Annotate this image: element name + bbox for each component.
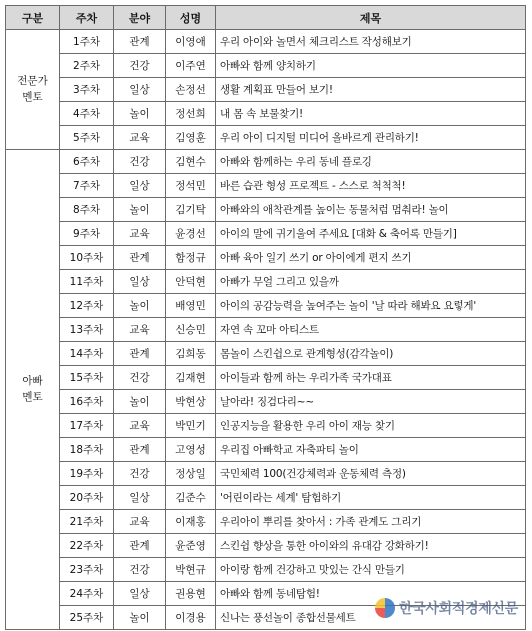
table-row <box>6 150 526 174</box>
field-cell: 놀이 <box>114 606 166 630</box>
name-cell: 김재현 <box>166 366 216 390</box>
field-cell: 일상 <box>114 486 166 510</box>
title-cell: 우리 아이 디지털 미디어 올바르게 관리하기! <box>216 126 526 150</box>
field-cell: 놀이 <box>114 102 166 126</box>
name-cell: 박현상 <box>166 390 216 414</box>
name-cell: 김현수 <box>166 150 216 174</box>
field-cell: 관계 <box>114 342 166 366</box>
title-cell: 내 몸 속 보물찾기! <box>216 102 526 126</box>
table-row <box>6 246 526 270</box>
name-cell: 정상일 <box>166 462 216 486</box>
table-row <box>6 174 526 198</box>
table-row <box>6 78 526 102</box>
name-cell: 김준수 <box>166 486 216 510</box>
week-cell: 17주차 <box>60 414 114 438</box>
week-cell: 11주차 <box>60 270 114 294</box>
title-cell: 아빠가 무얼 그리고 있을까 <box>216 270 526 294</box>
field-cell: 건강 <box>114 366 166 390</box>
table-row <box>6 366 526 390</box>
name-cell: 신승민 <box>166 318 216 342</box>
title-cell: 아빠와의 애착관계를 높이는 동물처럼 멈춰라! 놀이 <box>216 198 526 222</box>
table-row <box>6 102 526 126</box>
field-cell: 일상 <box>114 78 166 102</box>
title-cell: 아빠와 함께 양치하기 <box>216 54 526 78</box>
header-category: 구분 <box>6 6 60 30</box>
name-cell: 김희동 <box>166 342 216 366</box>
name-cell: 손정선 <box>166 78 216 102</box>
week-cell: 3주차 <box>60 78 114 102</box>
field-cell: 건강 <box>114 462 166 486</box>
title-cell: 우리집 아빠학교 자축파티 놀이 <box>216 438 526 462</box>
name-cell: 정선희 <box>166 102 216 126</box>
week-cell: 18주차 <box>60 438 114 462</box>
week-cell: 9주차 <box>60 222 114 246</box>
title-cell: 바른 습관 형성 프로젝트 - 스스로 척척척! <box>216 174 526 198</box>
header-field: 분야 <box>114 6 166 30</box>
title-cell: '어린이라는 세계' 탐험하기 <box>216 486 526 510</box>
field-cell: 일상 <box>114 582 166 606</box>
week-cell: 4주차 <box>60 102 114 126</box>
table-row <box>6 54 526 78</box>
week-cell: 25주차 <box>60 606 114 630</box>
title-cell: 자연 속 꼬마 아티스트 <box>216 318 526 342</box>
week-cell: 21주차 <box>60 510 114 534</box>
week-cell: 10주차 <box>60 246 114 270</box>
title-cell: 우리 아이와 놀면서 체크리스트 작성해보기 <box>216 30 526 54</box>
field-cell: 관계 <box>114 534 166 558</box>
table-body <box>6 30 526 630</box>
field-cell: 교육 <box>114 414 166 438</box>
week-cell: 24주차 <box>60 582 114 606</box>
title-cell: 날아라! 징검다리~~ <box>216 390 526 414</box>
title-cell: 스킨쉽 향상을 통한 아이와의 유대감 강화하기! <box>216 534 526 558</box>
week-cell: 22주차 <box>60 534 114 558</box>
table-row <box>6 510 526 534</box>
name-cell: 함정규 <box>166 246 216 270</box>
table-row <box>6 390 526 414</box>
name-cell: 권용현 <box>166 582 216 606</box>
name-cell: 박현규 <box>166 558 216 582</box>
table-row <box>6 30 526 54</box>
name-cell: 이주연 <box>166 54 216 78</box>
week-cell: 14주차 <box>60 342 114 366</box>
title-cell: 아이의 말에 귀기울여 주세요 [대화 & 축어록 만들기] <box>216 222 526 246</box>
week-cell: 2주차 <box>60 54 114 78</box>
table-row <box>6 198 526 222</box>
name-cell: 안덕현 <box>166 270 216 294</box>
week-cell: 6주차 <box>60 150 114 174</box>
field-cell: 놀이 <box>114 294 166 318</box>
table-row <box>6 222 526 246</box>
field-cell: 건강 <box>114 54 166 78</box>
table-row <box>6 414 526 438</box>
header-name: 성명 <box>166 6 216 30</box>
table-row <box>6 462 526 486</box>
name-cell: 배영민 <box>166 294 216 318</box>
week-cell: 7주차 <box>60 174 114 198</box>
field-cell: 놀이 <box>114 198 166 222</box>
name-cell: 김기탁 <box>166 198 216 222</box>
field-cell: 교육 <box>114 222 166 246</box>
newspaper-logo-icon <box>375 598 395 618</box>
title-cell: 아이의 공감능력을 높여주는 놀이 '날 따라 해봐요 요렇게' <box>216 294 526 318</box>
week-cell: 15주차 <box>60 366 114 390</box>
table-row <box>6 294 526 318</box>
mentor-schedule-table <box>5 5 526 630</box>
name-cell: 김영훈 <box>166 126 216 150</box>
field-cell: 교육 <box>114 318 166 342</box>
table-row <box>6 270 526 294</box>
field-cell: 교육 <box>114 126 166 150</box>
header-title: 제목 <box>216 6 526 30</box>
table-row <box>6 558 526 582</box>
group-cell: 전문가 멘토 <box>6 30 60 150</box>
name-cell: 이영애 <box>166 30 216 54</box>
week-cell: 8주차 <box>60 198 114 222</box>
week-cell: 19주차 <box>60 462 114 486</box>
name-cell: 윤준영 <box>166 534 216 558</box>
week-cell: 20주차 <box>60 486 114 510</box>
table-row <box>6 318 526 342</box>
week-cell: 23주차 <box>60 558 114 582</box>
table-row <box>6 534 526 558</box>
title-cell: 몸놀이 스킨쉽으로 관계형성(감각놀이) <box>216 342 526 366</box>
field-cell: 관계 <box>114 246 166 270</box>
field-cell: 관계 <box>114 30 166 54</box>
table-row <box>6 438 526 462</box>
field-cell: 관계 <box>114 438 166 462</box>
week-cell: 12주차 <box>60 294 114 318</box>
table-row <box>6 126 526 150</box>
field-cell: 일상 <box>114 174 166 198</box>
group-cell: 아빠 멘토 <box>6 150 60 630</box>
week-cell: 16주차 <box>60 390 114 414</box>
title-cell: 아이랑 함께 건강하고 맛있는 간식 만들기 <box>216 558 526 582</box>
title-cell: 아이들과 함께 하는 우리가족 국가대표 <box>216 366 526 390</box>
field-cell: 교육 <box>114 510 166 534</box>
title-cell: 인공지능을 활용한 우리 아이 재능 찾기 <box>216 414 526 438</box>
title-cell: 생활 계획표 만들어 보기! <box>216 78 526 102</box>
watermark-text: 한국사회적경제신문 <box>398 601 518 617</box>
header-week: 주차 <box>60 6 114 30</box>
name-cell: 이재홍 <box>166 510 216 534</box>
table-header-row <box>6 6 526 30</box>
week-cell: 1주차 <box>60 30 114 54</box>
name-cell: 고영성 <box>166 438 216 462</box>
title-cell: 국민체력 100(건강체력과 운동체력 측정) <box>216 462 526 486</box>
field-cell: 건강 <box>114 150 166 174</box>
title-cell: 신나는 풍선놀이 종합선물세트 <box>216 606 526 630</box>
table-row <box>6 486 526 510</box>
week-cell: 5주차 <box>60 126 114 150</box>
name-cell: 윤경선 <box>166 222 216 246</box>
title-cell: 아빠 육아 일기 쓰기 or 아이에게 편지 쓰기 <box>216 246 526 270</box>
title-cell: 아빠와 함께하는 우리 동네 플로깅 <box>216 150 526 174</box>
watermark <box>375 598 518 618</box>
table-row <box>6 342 526 366</box>
week-cell: 13주차 <box>60 318 114 342</box>
title-cell: 우리아이 뿌리를 찾아서 : 가족 관계도 그리기 <box>216 510 526 534</box>
name-cell: 이경용 <box>166 606 216 630</box>
field-cell: 일상 <box>114 270 166 294</box>
name-cell: 박민기 <box>166 414 216 438</box>
field-cell: 건강 <box>114 558 166 582</box>
field-cell: 놀이 <box>114 390 166 414</box>
title-cell: 아빠와 함께 동네탐험! <box>216 582 526 606</box>
name-cell: 정석민 <box>166 174 216 198</box>
